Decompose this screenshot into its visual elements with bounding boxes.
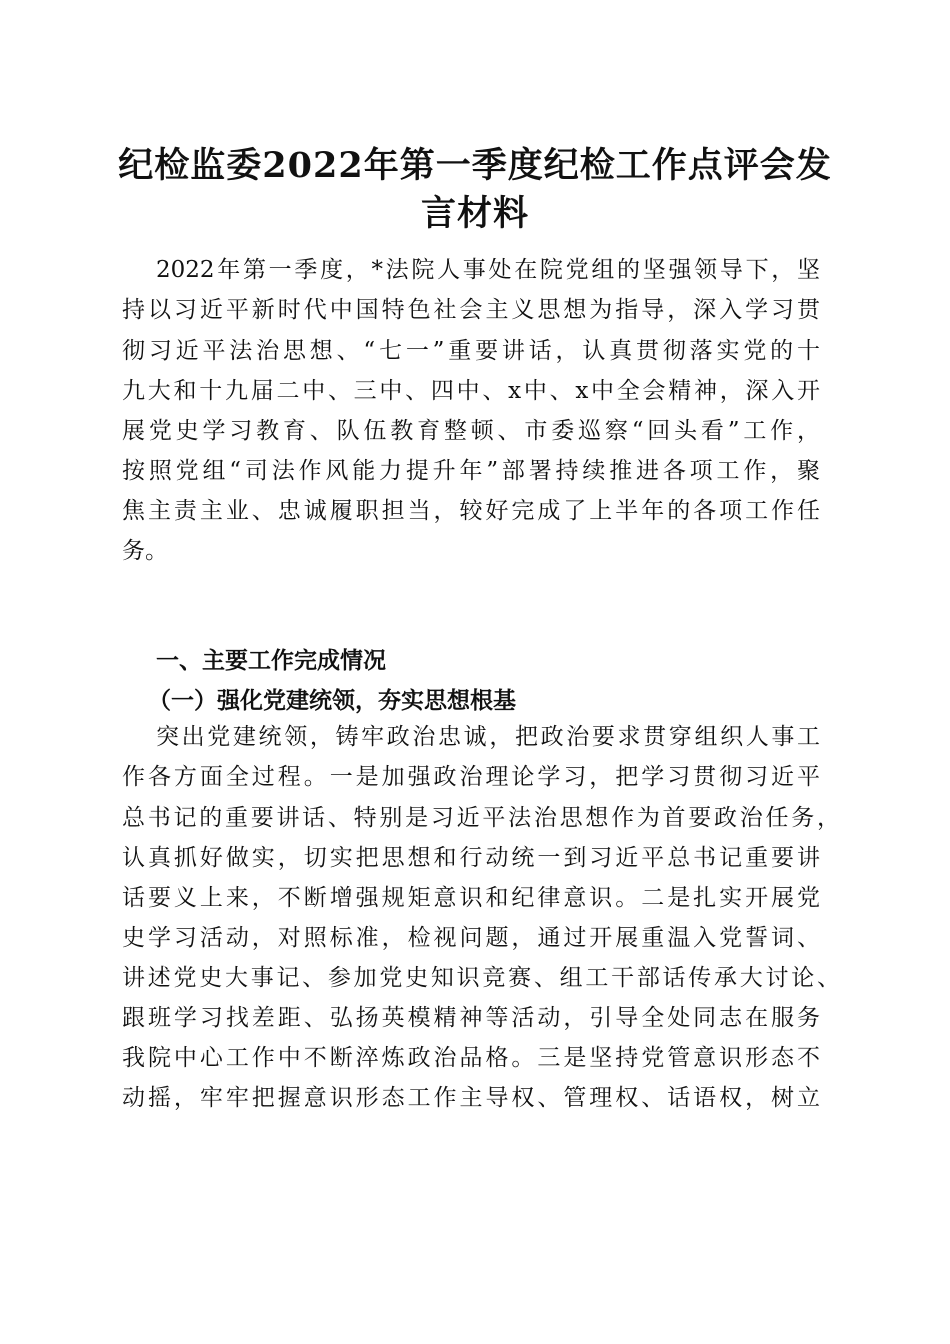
text-line: 焦主责主业、忠诚履职担当，较好完成了上半年的各项工作任 — [122, 498, 820, 524]
text-line: 展党史学习教育、队伍教育整顿、市委巡察“回头看”工作， — [122, 418, 820, 444]
text-line: 九大和十九届二中、三中、四中、x中、x中全会精神，深入开 — [122, 378, 820, 404]
text-line: 持以习近平新时代中国特色社会主义思想为指导，深入学习贯 — [122, 297, 820, 323]
text-line: 作各方面全过程。一是加强政治理论学习，把学习贯彻习近平 — [122, 764, 820, 790]
text-line: 彻习近平法治思想、“七一”重要讲话，认真贯彻落实党的十 — [122, 338, 820, 364]
text-line: 按照党组“司法作风能力提升年”部署持续推进各项工作，聚 — [122, 458, 820, 484]
document-title-line-1: 纪检监委2022年第一季度纪检工作点评会发 — [118, 145, 832, 186]
text-line: 动摇，牢牢把握意识形态工作主导权、管理权、话语权，树立 — [122, 1085, 820, 1111]
text-line: 讲述党史大事记、参加党史知识竞赛、组工干部话传承大讨论、 — [122, 965, 840, 991]
text-line: 认真抓好做实，切实把思想和行动统一到习近平总书记重要讲 — [122, 845, 820, 871]
text-line: 2022年第一季度，*法院人事处在院党组的坚强领导下，坚 — [156, 257, 820, 283]
section-heading: 一、主要工作完成情况 — [156, 648, 386, 674]
subsection-heading: （一）强化党建统领，夯实思想根基 — [148, 687, 516, 714]
text-line: 我院中心工作中不断淬炼政治品格。三是坚持党管意识形态不 — [122, 1045, 820, 1071]
text-line: 务。 — [122, 538, 168, 564]
text-line: 总书记的重要讲话、特别是习近平法治思想作为首要政治任务， — [122, 805, 840, 831]
text-line: 话要义上来，不断增强规矩意识和纪律意识。二是扎实开展党 — [122, 885, 820, 911]
text-line: 突出党建统领，铸牢政治忠诚，把政治要求贯穿组织人事工 — [156, 724, 820, 750]
text-line: 跟班学习找差距、弘扬英模精神等活动，引导全处同志在服务 — [122, 1005, 820, 1031]
document-title-line-2: 言材料 — [420, 193, 529, 234]
text-line: 史学习活动，对照标准，检视问题，通过开展重温入党誓词、 — [122, 925, 820, 951]
